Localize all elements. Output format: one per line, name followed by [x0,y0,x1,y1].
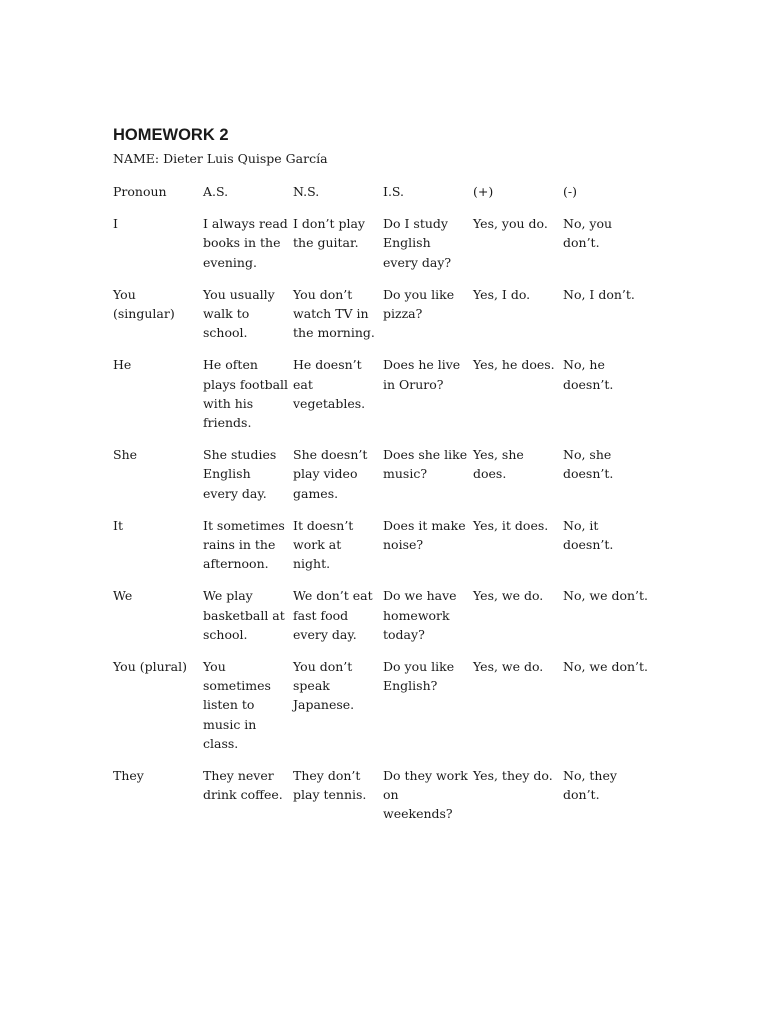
cell-pronoun: We [113,588,133,604]
cell-affirmative: It sometimes rains in the afternoon. [203,517,285,572]
cell-interrogative: Do you like pizza? [383,286,455,322]
cell-interrogative: Do I study English every day? [383,216,452,270]
cell-affirmative: You usually walk to school. [203,286,275,341]
cell-negative: He doesn’t eat vegetables. [293,357,366,411]
header-positive-answer: (+) [473,184,494,199]
cell-positive-answer: Yes, he does. [473,357,555,373]
cell-affirmative: She studies English every day. [203,447,277,501]
cell-negative-answer: No, we don’t. [563,659,649,675]
cell-interrogative: Does she like music? [383,447,468,482]
cell-affirmative: I always read books in the evening. [203,216,288,270]
cell-interrogative: Do we have homework today? [383,588,457,642]
table-row [113,445,653,516]
cell-affirmative: They never drink coffee. [203,768,283,803]
header-affirmative-sentence: A.S. [203,184,229,199]
cell-positive-answer: Yes, I do. [473,286,531,302]
table-row [113,766,653,837]
cell-interrogative: Does he live in Oruro? [383,357,461,392]
cell-negative: She doesn’t play video games. [293,447,368,501]
table-row [113,355,653,445]
cell-positive-answer: Yes, it does. [473,517,549,533]
cell-positive-answer: Yes, we do. [473,588,544,604]
document-page [113,124,673,837]
cell-negative: You don’t watch TV in the morning. [293,286,375,341]
cell-negative-answer: No, he doesn’t. [563,357,614,392]
cell-interrogative: Does it make noise? [383,517,466,553]
document-title: HOMEWORK 2 [113,126,229,144]
cell-interrogative: Do they work on weekends? [383,768,468,822]
cell-positive-answer: Yes, you do. [473,216,548,232]
table-row [113,516,653,587]
cell-negative-answer: No, you don’t. [563,216,613,251]
cell-affirmative: You sometimes listen to music in class. [203,659,271,751]
cell-negative: I don’t play the guitar. [293,216,365,251]
cell-pronoun: I [113,216,118,232]
table-row [113,285,653,356]
cell-negative-answer: No, they don’t. [563,768,617,803]
cell-affirmative: We play basketball at school. [203,588,285,642]
cell-negative: We don’t eat fast food every day. [293,588,373,642]
header-interrogative-sentence: I.S. [383,184,405,199]
cell-pronoun: He [113,357,132,373]
cell-positive-answer: Yes, she does. [473,447,524,482]
student-name: NAME: Dieter Luis Quispe García [113,151,328,166]
table-header-row [113,182,653,214]
cell-pronoun: She [113,447,138,463]
cell-negative: You don’t speak Japanese. [293,659,355,713]
table-row [113,657,653,766]
cell-pronoun: You (plural) [113,659,187,675]
header-negative-answer: (-) [563,184,577,199]
cell-negative-answer: No, I don’t. [563,286,635,302]
cell-pronoun: It [113,517,123,533]
cell-interrogative: Do you like English? [383,659,455,694]
table-row [113,214,653,285]
cell-positive-answer: Yes, we do. [473,659,544,675]
table-row [113,586,653,657]
cell-affirmative: He often plays football with his friends. [203,357,289,431]
cell-pronoun: You (singular) [113,286,175,322]
cell-positive-answer: Yes, they do. [473,768,553,784]
homework-table [113,182,653,837]
header-negative-sentence: N.S. [293,184,320,199]
cell-negative-answer: No, we don’t. [563,588,649,604]
cell-pronoun: They [113,768,144,784]
cell-negative: They don’t play tennis. [293,768,367,803]
cell-negative: It doesn’t work at night. [293,517,354,572]
header-pronoun: Pronoun [113,184,167,199]
cell-negative-answer: No, she doesn’t. [563,447,614,482]
cell-negative-answer: No, it doesn’t. [563,517,614,553]
